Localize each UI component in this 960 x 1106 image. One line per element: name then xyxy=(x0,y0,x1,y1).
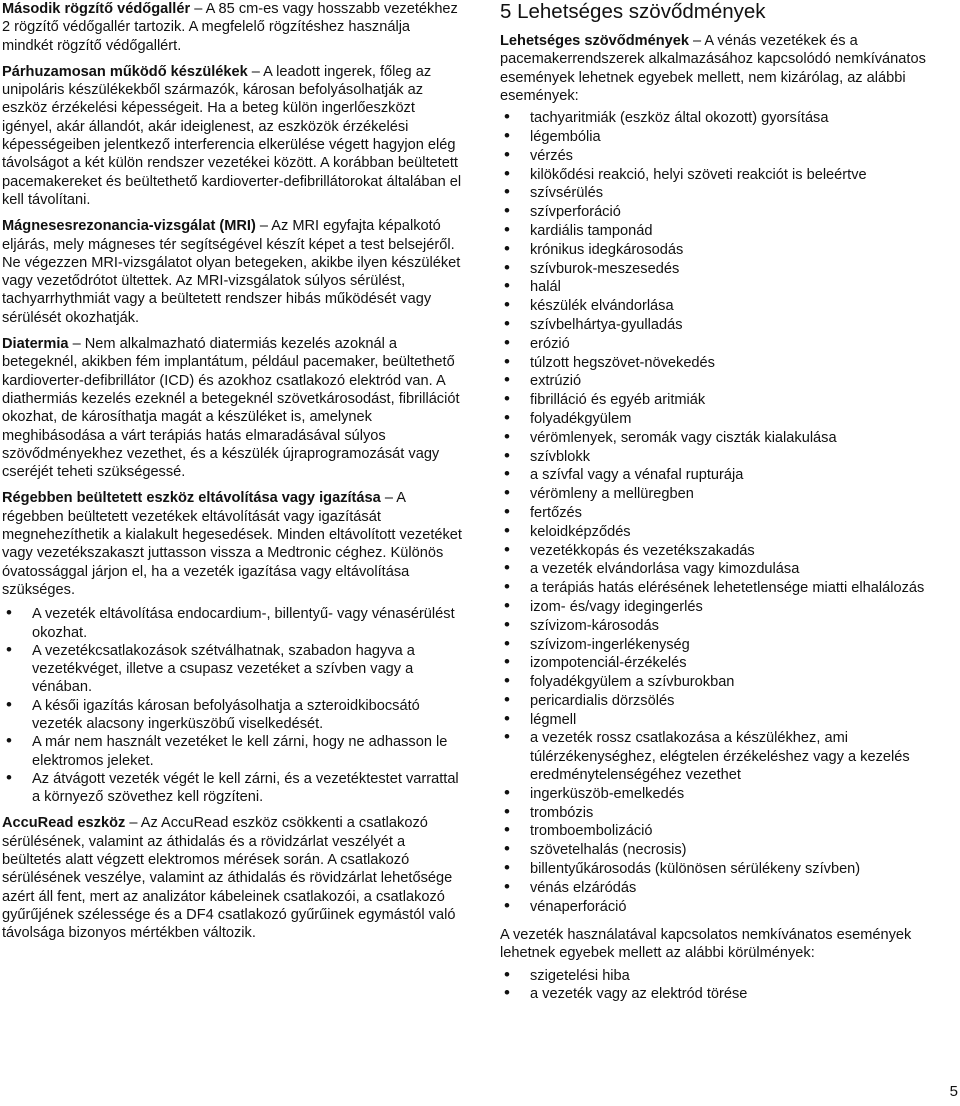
list-item: • kilökődési reakció, helyi szöveti reakciót is beleértve xyxy=(500,166,960,184)
paragraph-explant: Régebben beültetett eszköz eltávolítása vagy igazítása – A régebben beültetett vezetékek eltávolítását vagy igazítását megnehezíthetik a kialakult hegesedések. Minden eltávolított vezetéket vagy vezetékszakaszt juttasson vissza a Medtronic céghez. Különös óvatossággal járjon el, ha a vezeték igazítása vagy eltávolítása szükséges. xyxy=(2,490,462,598)
list-item: • szívsérülés xyxy=(500,184,960,202)
list-item: • ingerküszöb-emelkedés xyxy=(500,785,960,803)
list-item: • szívburok-meszesedés xyxy=(500,260,960,278)
list-item: • extrúzió xyxy=(500,372,960,390)
list-item: • túlzott hegszövet-növekedés xyxy=(500,354,960,372)
list-item: • vérömleny a mellüregben xyxy=(500,485,960,503)
explant-bullet-list xyxy=(2,605,462,806)
list-item: • izom- és/vagy idegingerlés xyxy=(500,598,960,616)
list-item: • halál xyxy=(500,278,960,296)
list-item: • Az átvágott vezeték végét le kell zárni, és a vezetéktestet varrattal a környező szövethez kell rögzíteni. xyxy=(2,770,462,807)
paragraph-diathermy: Diatermia – Nem alkalmazható diatermiás kezelés azoknál a betegeknél, akikben fém implantátum, például pacemaker, beültethető kardioverter-defibrillátor (ICD) és azokhoz csatlakozó elektród van. A diathermiás kezelés ezeknél a betegeknél szövetkárosodást, fibrillációt okozhat, de károsíthatja magát a készüléket is, amelynek meghibásodása a várt terápiás hatás elmaradásával súlyos szövődményekhez vezethet, és a készülék újraprogramozását vagy cseréjét teheti szükségessé. xyxy=(2,336,460,481)
list-item: • pericardialis dörzsölés xyxy=(500,692,960,710)
paragraph-accuread: AccuRead eszköz – Az AccuRead eszköz csökkenti a csatlakozó sérülésének, valamint az áthidalás és a rövidzárlat veszélyét a beültetés alatt végzett elektromos mérések során. A csatlakozó sérülésének veszélye, valamint az áthidalás és rövidzárlat lehetősége azért áll fent, mert az analizátor kábeleinek csatlakozói, a csatlakozó gyűrűjének szélessége és a DF4 csatlakozó gyűrűinek egymástól való távolsága bizonyos mértékben változik. xyxy=(2,815,456,942)
list-item: • készülék elvándorlása xyxy=(500,297,960,315)
paragraph-lead-events: A vezeték használatával kapcsolatos nemkívánatos események lehetnek egyebek mellett az alábbi körülmények: xyxy=(500,926,912,962)
list-item: • fertőzés xyxy=(500,504,960,522)
list-item: • A késői igazítás károsan befolyásolhatja a szteroidkibocsátó vezeték alacsony ingerküszöbű viselkedését. xyxy=(2,697,462,734)
list-item: • trombózis xyxy=(500,804,960,822)
list-item: • vezetékkopás és vezetékszakadás xyxy=(500,542,960,560)
list-item: • keloidképződés xyxy=(500,523,960,541)
lead-events-list xyxy=(500,967,960,1004)
list-item: • szívizom-károsodás xyxy=(500,617,960,635)
list-item: • szívperforáció xyxy=(500,203,960,221)
list-item: • a vezeték rossz csatlakozása a készülékhez, ami túlérzékenységhez, elégtelen érzékeléshez vagy a kezelés eredménytelenségéhez vezethet xyxy=(500,729,960,784)
paragraph-concurrent-devices: Párhuzamosan működő készülékek – A leadott ingerek, főleg az unipoláris készülékekből származók, károsan befolyásolhatják az eszköz érzékelési képességeit. Ha a beteg külön ingerlőeszközt igényel, akár állandót, akár ideiglenest, az eszközök érzékelési képességeiben jelentkező interferencia elkerülése végett hagyjon elég távolságot a két külön rendszer vezetékei között. A korábban beültetett pacemakereket és beültethető kardioverter-defibrillátorokat általában el kell távolítani. xyxy=(2,63,462,208)
list-item: • légembólia xyxy=(500,128,960,146)
complications-list xyxy=(500,109,960,916)
list-item: • vérömlenyek, seromák vagy ciszták kialakulása xyxy=(500,429,960,447)
list-item: • billentyűkárosodás (különösen sérülékeny szívben) xyxy=(500,860,960,878)
list-item: • folyadékgyülem a szívburokban xyxy=(500,673,960,691)
section-heading: 5 Lehetséges szövődmények xyxy=(500,0,766,23)
list-item: • szívbelhártya-gyulladás xyxy=(500,316,960,334)
list-item: • A már nem használt vezetéket le kell zárni, hogy ne adhasson le elektromos jeleket. xyxy=(2,733,462,770)
list-item: • a vezeték elvándorlása vagy kimozdulása xyxy=(500,560,960,578)
list-item: • vénás elzáródás xyxy=(500,879,960,897)
list-item: • tromboembolizáció xyxy=(500,822,960,840)
list-item: • a szívfal vagy a vénafal rupturája xyxy=(500,466,960,484)
page-number: 5 xyxy=(949,1083,958,1100)
list-item: • folyadékgyülem xyxy=(500,410,960,428)
paragraph-mri: Mágnesesrezonancia-vizsgálat (MRI) – Az MRI egyfajta képalkotó eljárás, mely mágneses tér segítségével készít képet a test belsejéről. Ne végezzen MRI-vizsgálatot olyan betegeken, akikbe ilyen készüléket vagy vezetődrótot ültettek. Az MRI-vizsgálatok súlyos sérülést, tachyarrhythmiát vagy a beültetett rendszer hibás működését vagy sérülését okozhatják. xyxy=(2,218,461,326)
list-item: • erózió xyxy=(500,335,960,353)
list-item: • vénaperforáció xyxy=(500,898,960,916)
list-item: • fibrilláció és egyéb aritmiák xyxy=(500,391,960,409)
paragraph-complications-intro: Lehetséges szövődmények – A vénás vezetékek és a pacemakerrendszerek alkalmazásához kapcsolódó nemkívánatos események lehetnek egyebek mellett, nem kizárólag, az alábbi események: xyxy=(500,33,926,104)
list-item: • a vezeték vagy az elektród törése xyxy=(500,985,960,1003)
list-item: • A vezetékcsatlakozások szétválhatnak, szabadon hagyva a vezetékvéget, illetve a csupasz vezetéket a szívben vagy a vénában. xyxy=(2,642,462,697)
list-item: • tachyaritmiák (eszköz által okozott) gyorsítása xyxy=(500,109,960,127)
list-item: • szívblokk xyxy=(500,448,960,466)
list-item: • szívizom-ingerlékenység xyxy=(500,636,960,654)
list-item: • a terápiás hatás elérésének lehetetlensége miatti elhalálozás xyxy=(500,579,960,597)
list-item: • szövetelhalás (necrosis) xyxy=(500,841,960,859)
list-item: • kardiális tamponád xyxy=(500,222,960,240)
left-column xyxy=(2,0,462,951)
right-column xyxy=(500,0,960,1014)
list-item: • A vezeték eltávolítása endocardium-, billentyű- vagy vénasérülést okozhat. xyxy=(2,605,462,642)
list-item: • vérzés xyxy=(500,147,960,165)
list-item: • izompotenciál-érzékelés xyxy=(500,654,960,672)
list-item: • szigetelési hiba xyxy=(500,967,960,985)
list-item: • légmell xyxy=(500,711,960,729)
paragraph-second-fixation-sleeve: Második rögzítő védőgallér – A 85 cm-es vagy hosszabb vezetékhez 2 rögzítő védőgallér tartozik. A megfelelő rögzítéshez használja mindkét rögzítő védőgallért. xyxy=(2,1,458,54)
list-item: • krónikus idegkárosodás xyxy=(500,241,960,259)
